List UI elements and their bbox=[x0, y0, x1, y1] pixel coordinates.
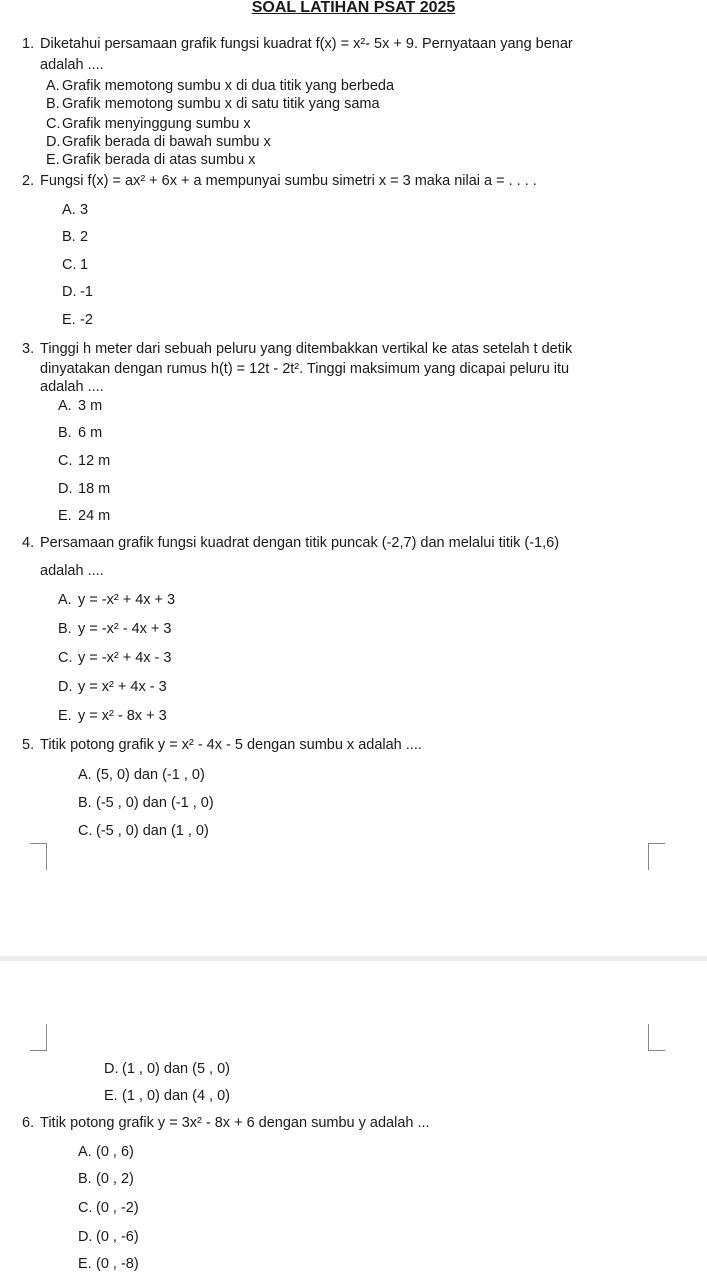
option-letter: E. bbox=[46, 152, 60, 168]
option-letter: A. bbox=[62, 202, 76, 218]
option-text: -1 bbox=[80, 284, 93, 300]
question-text: Persamaan grafik fungsi kuadrat dengan titik puncak (-2,7) dan melalui titik (-1,6) bbox=[40, 535, 560, 551]
option-letter: D. bbox=[104, 1061, 119, 1077]
option-text: Grafik memotong sumbu x di satu titik yang sama bbox=[62, 96, 380, 112]
option-letter: D. bbox=[62, 284, 77, 300]
option-text: 6 m bbox=[78, 425, 103, 441]
option-letter: B. bbox=[58, 425, 72, 441]
option-text: 2 bbox=[80, 229, 89, 245]
question-text: dinyatakan dengan rumus h(t) = 12t - 2t². Tinggi maksimum yang dicapai peluru itu bbox=[40, 361, 570, 377]
option-letter: A. bbox=[58, 398, 72, 414]
option-text: Grafik memotong sumbu x di dua titik yang berbeda bbox=[62, 78, 395, 94]
option-letter: B. bbox=[78, 795, 92, 811]
option-letter: C. bbox=[62, 257, 77, 273]
option-text: y = x² + 4x - 3 bbox=[78, 679, 167, 695]
question-number: 5. bbox=[22, 737, 35, 753]
question-text: adalah .... bbox=[40, 379, 104, 395]
option-letter: E. bbox=[104, 1088, 118, 1104]
option-letter: C. bbox=[78, 1200, 93, 1216]
option-letter: C. bbox=[58, 650, 73, 666]
question-text: Titik potong grafik y = x² - 4x - 5 dengan sumbu x adalah .... bbox=[40, 737, 422, 753]
option-text: (1 , 0) dan (4 , 0) bbox=[122, 1088, 230, 1104]
question-number: 2. bbox=[22, 173, 35, 189]
option-text: (0 , -8) bbox=[96, 1256, 139, 1272]
question-text: adalah .... bbox=[40, 563, 104, 579]
option-text: y = -x² - 4x + 3 bbox=[78, 621, 172, 637]
option-letter: D. bbox=[78, 1229, 93, 1245]
question-number: 6. bbox=[22, 1115, 35, 1131]
option-letter: A. bbox=[46, 78, 60, 94]
option-text: (-5 , 0) dan (-1 , 0) bbox=[96, 795, 214, 811]
question-text: Titik potong grafik y = 3x² - 8x + 6 dengan sumbu y adalah ... bbox=[40, 1115, 430, 1131]
question-text: Fungsi f(x) = ax² + 6x + a mempunyai sumbu simetri x = 3 maka nilai a = . . . . bbox=[40, 173, 537, 189]
option-letter: E. bbox=[58, 508, 72, 524]
option-letter: D. bbox=[58, 481, 73, 497]
page-title: SOAL LATIHAN PSAT 2025 bbox=[251, 0, 456, 16]
question-text: Diketahui persamaan grafik fungsi kuadrat f(x) = x²- 5x + 9. Pernyataan yang benar bbox=[40, 36, 573, 52]
option-text: y = x² - 8x + 3 bbox=[78, 708, 167, 724]
option-letter: B. bbox=[58, 621, 72, 637]
option-text: 24 m bbox=[78, 508, 111, 524]
option-letter: A. bbox=[78, 767, 92, 783]
option-text: 1 bbox=[80, 257, 89, 273]
option-letter: B. bbox=[46, 96, 60, 112]
option-text: y = -x² + 4x - 3 bbox=[78, 650, 172, 666]
crop-mark bbox=[648, 1024, 665, 1051]
option-text: Grafik berada di bawah sumbu x bbox=[62, 134, 271, 150]
option-text: Grafik berada di atas sumbu x bbox=[62, 152, 256, 168]
option-letter: E. bbox=[58, 708, 72, 724]
question-text: adalah .... bbox=[40, 57, 104, 73]
option-letter: A. bbox=[78, 1144, 92, 1160]
crop-mark bbox=[30, 1024, 47, 1051]
option-letter: E. bbox=[78, 1256, 92, 1272]
option-text: (0 , 6) bbox=[96, 1144, 134, 1160]
option-text: (0 , -6) bbox=[96, 1229, 139, 1245]
option-letter: C. bbox=[78, 823, 93, 839]
option-letter: B. bbox=[62, 229, 76, 245]
option-text: 3 m bbox=[78, 398, 103, 414]
option-letter: D. bbox=[46, 134, 61, 150]
option-letter: B. bbox=[78, 1171, 92, 1187]
option-text: y = -x² + 4x + 3 bbox=[78, 592, 176, 608]
option-letter: D. bbox=[58, 679, 73, 695]
option-text: Grafik menyinggung sumbu x bbox=[62, 116, 251, 132]
option-text: -2 bbox=[80, 312, 93, 328]
option-text: (0 , 2) bbox=[96, 1171, 134, 1187]
question-number: 3. bbox=[22, 341, 35, 357]
option-text: (5, 0) dan (-1 , 0) bbox=[96, 767, 205, 783]
option-text: 3 bbox=[80, 202, 89, 218]
page-break-divider bbox=[0, 956, 707, 961]
option-letter: E. bbox=[62, 312, 76, 328]
option-text: 18 m bbox=[78, 481, 111, 497]
option-text: (0 , -2) bbox=[96, 1200, 139, 1216]
option-letter: C. bbox=[58, 453, 73, 469]
question-number: 4. bbox=[22, 535, 35, 551]
option-text: 12 m bbox=[78, 453, 111, 469]
crop-mark bbox=[648, 843, 665, 870]
crop-mark bbox=[30, 843, 47, 870]
option-letter: A. bbox=[58, 592, 72, 608]
option-text: (-5 , 0) dan (1 , 0) bbox=[96, 823, 209, 839]
question-text: Tinggi h meter dari sebuah peluru yang ditembakkan vertikal ke atas setelah t detik bbox=[40, 341, 573, 357]
question-number: 1. bbox=[22, 36, 35, 52]
option-letter: C. bbox=[46, 116, 61, 132]
option-text: (1 , 0) dan (5 , 0) bbox=[122, 1061, 230, 1077]
